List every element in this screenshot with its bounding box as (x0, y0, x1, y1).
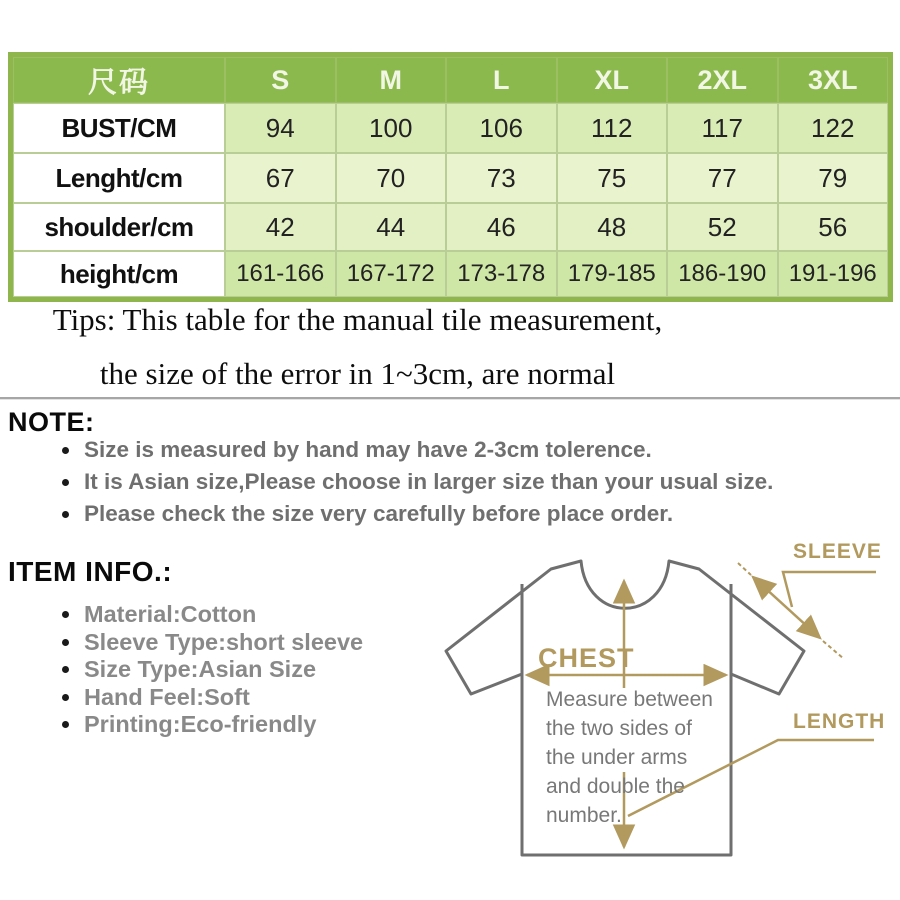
bust-value: 106 (446, 103, 557, 153)
length-label: LENGTH (793, 710, 886, 733)
bullet-icon (62, 479, 69, 486)
shoulder-value: 48 (557, 203, 668, 251)
sleeve-label: SLEEVE (793, 540, 882, 563)
bullet-icon (62, 721, 69, 728)
item-info-item (62, 711, 363, 739)
bust-value: 117 (667, 103, 778, 153)
bullet-icon (62, 639, 69, 646)
bullet-icon (62, 511, 69, 518)
sleeve-arrow-dash-bottom (823, 641, 844, 659)
sleeve-arrow-dash-top (738, 563, 751, 575)
tips-line-1: Tips: This table for the manual tile measurement, (52, 302, 663, 337)
measure-note-line: number. (546, 804, 622, 827)
item-info-text: Printing:Eco-friendly (84, 711, 317, 738)
item-info-item (62, 601, 363, 629)
bust-value: 94 (225, 103, 336, 153)
item-info-text: Material:Cotton (84, 601, 257, 628)
length-value: 67 (225, 153, 336, 203)
measure-note-line: the two sides of (546, 717, 692, 740)
note-list (62, 434, 773, 530)
item-info-item (62, 629, 363, 657)
shoulder-value: 52 (667, 203, 778, 251)
size-table-header-3xl: 3XL (778, 57, 889, 103)
bust-value: 112 (557, 103, 668, 153)
shoulder-value: 56 (778, 203, 889, 251)
height-value: 173-178 (446, 251, 557, 297)
size-table-header-xl: XL (557, 57, 668, 103)
note-item-text: Please check the size very carefully before place order. (84, 501, 674, 526)
size-table-header-2xl: 2XL (667, 57, 778, 103)
measure-note-line: the under arms (546, 746, 688, 769)
note-item-text: It is Asian size,Please choose in larger size than your usual size. (84, 469, 774, 494)
length-value: 77 (667, 153, 778, 203)
section-divider (0, 397, 900, 400)
note-item-text: Size is measured by hand may have 2-3cm tolerence. (84, 437, 652, 462)
note-heading: NOTE: (8, 407, 95, 437)
bullet-icon (62, 447, 69, 454)
note-item (62, 434, 773, 466)
note-item (62, 466, 773, 498)
bust-value: 122 (778, 103, 889, 153)
height-value: 186-190 (667, 251, 778, 297)
height-value: 161-166 (225, 251, 336, 297)
row-label-shoulder: shoulder/cm (13, 203, 225, 251)
measure-note-line: and double the (546, 775, 685, 798)
bullet-icon (62, 611, 69, 618)
length-value: 73 (446, 153, 557, 203)
item-info-text: Sleeve Type:short sleeve (84, 628, 364, 655)
size-table-header-s: S (225, 57, 336, 103)
bullet-icon (62, 666, 69, 673)
row-label-height: height/cm (13, 251, 225, 297)
item-info-list (62, 601, 363, 739)
shoulder-value: 44 (336, 203, 447, 251)
size-table-header-size: 尺码 (13, 57, 225, 103)
size-table (8, 52, 893, 302)
tips-line-2: the size of the error in 1~3cm, are normal (99, 356, 616, 391)
height-value: 167-172 (336, 251, 447, 297)
size-table-header-l: L (446, 57, 557, 103)
measure-note-line: Measure between (546, 688, 713, 711)
bust-value: 100 (336, 103, 447, 153)
shoulder-value: 42 (225, 203, 336, 251)
row-label-length: Lenght/cm (13, 153, 225, 203)
length-value: 79 (778, 153, 889, 203)
item-info-item (62, 656, 363, 684)
item-info-text: Size Type:Asian Size (84, 656, 317, 683)
row-label-bust: BUST/CM (13, 103, 225, 153)
bullet-icon (62, 694, 69, 701)
sleeve-leader-line (783, 572, 876, 607)
chest-label: CHEST (538, 643, 635, 673)
item-info-item (62, 684, 363, 712)
height-value: 191-196 (778, 251, 889, 297)
length-value: 75 (557, 153, 668, 203)
item-info-heading: ITEM INFO.: (8, 556, 173, 587)
height-value: 179-185 (557, 251, 668, 297)
size-table-header-m: M (336, 57, 447, 103)
item-info-text: Hand Feel:Soft (84, 683, 250, 710)
measure-note (546, 685, 728, 830)
length-value: 70 (336, 153, 447, 203)
shoulder-value: 46 (446, 203, 557, 251)
